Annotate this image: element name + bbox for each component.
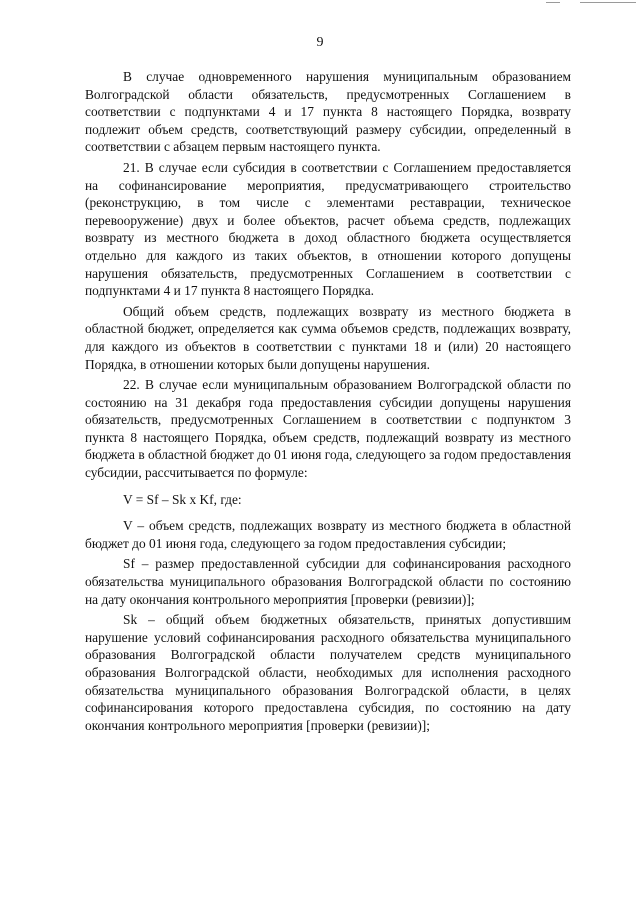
definition-sk: Sk – общий объем бюджетных обязательств, принятых допустившим нарушение условий софинансирования расходного обязательства муниципального образования Волгоградской области получателем средств муниципального образования Волгоградской области, необходимых для исполнения расходного обязательства муниципального образования Волгоградской области, в целях софинансирования которого предоставлена субсидия, по состоянию на дату окончания контрольного мероприятия [проверки (ревизии)]; — [85, 612, 571, 733]
paragraph-total-volume: Общий объем средств, подлежащих возврату из местного бюджета в областной бюджет, определяется как сумма объемов средств, подлежащих возврату, для каждого из объектов в соответствии с пунктами 18 и (или) 20 настоящего Порядка, в отношении которых были допущены нарушения. — [85, 303, 571, 372]
document-body — [85, 68, 571, 737]
definition-v: V – объем средств, подлежащих возврату из местного бюджета в областной бюджет до 01 июня года, следующего за годом предоставления субсидии; — [85, 518, 571, 551]
paragraph-21: 21. В случае если субсидия в соответствии с Соглашением предоставляется на софинансирование мероприятия, предусматривающего строительство (реконструкцию, в том числе с элементами реставрации, техническое перевооружение) двух и более объектов, расчет объема средств, подлежащих возврату из местного бюджета в доход областного бюджета осуществляется отдельно для каждого из таких объектов, в отношении которого допущены нарушения обязательств, предусмотренных Соглашением в соответствии с подпунктами 4 и 17 пункта 8 настоящего Порядка. — [85, 159, 571, 299]
formula-line: V = Sf – Sk x Kf, где: — [123, 491, 242, 507]
paragraph-simultaneous-violation: В случае одновременного нарушения муниципальным образованием Волгоградской области обязательств, предусмотренных Соглашением в соответствии с подпунктами 4 и 17 пункта 8 настоящего Порядка, возврату подлежит объем средств, соответствующий размеру субсидии, определенный в соответствии с абзацем первым настоящего пункта. — [85, 69, 571, 155]
scan-edge-mark — [540, 0, 640, 6]
page-number: 9 — [316, 35, 324, 50]
paragraph-22: 22. В случае если муниципальным образованием Волгоградской области по состоянию на 31 декабря года предоставления субсидии допущены нарушения обязательств, предусмотренных Соглашением в соответствии с подпунктом 3 пункта 8 настоящего Порядка, объем средств, подлежащий возврату из местного бюджета в областной бюджет до 01 июня года, следующего за годом предоставления субсидии, рассчитывается по формуле: — [85, 377, 571, 481]
definition-sf: Sf – размер предоставленной субсидии для софинансирования расходного обязательства муниципального образования Волгоградской области по состоянию на дату окончания контрольного мероприятия [проверки (ревизии)]; — [85, 556, 571, 607]
